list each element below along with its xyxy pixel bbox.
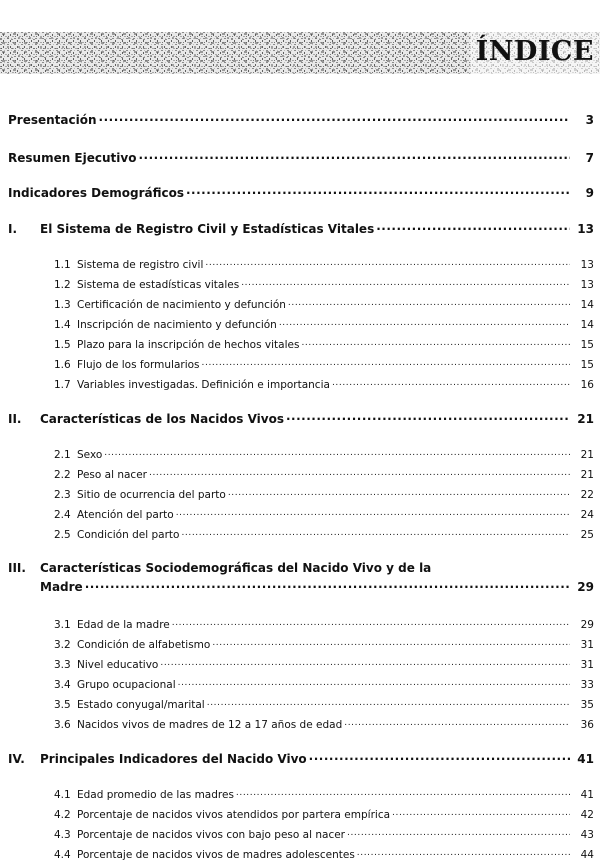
toc-page-number: 3 <box>585 113 594 127</box>
toc-entry-title: Plazo para la inscripción de hechos vitales <box>77 338 300 351</box>
toc-entry-title: Flujo de los formularios <box>77 358 200 371</box>
toc-entry-title: Edad promedio de las madres <box>77 788 234 801</box>
toc-chapter-entry <box>0 185 600 200</box>
toc-entry-title: Nacidos vivos de madres de 12 a 17 años de edad <box>77 718 343 731</box>
dot-leader <box>392 807 570 818</box>
dot-leader <box>347 827 570 838</box>
toc-entry-title: Certificación de nacimiento y defunción <box>77 298 286 311</box>
toc-entry-number: III. <box>8 561 26 575</box>
toc-entry-title: Sistema de estadísticas vitales <box>77 278 240 291</box>
dot-leader <box>207 697 570 708</box>
toc-page-number: 13 <box>580 258 594 271</box>
toc-entry-number: 4.2 <box>54 808 71 821</box>
toc-page-number: 16 <box>580 378 594 391</box>
toc-entry-title: Porcentaje de nacidos vivos con bajo peso al nacer <box>77 828 345 841</box>
toc-section-entry <box>0 447 600 461</box>
toc-entry-title: Estado conyugal/marital <box>77 698 205 711</box>
toc-page-number: 22 <box>580 488 594 501</box>
toc-entry-number: 1.4 <box>54 318 71 331</box>
toc-page-number: 44 <box>580 848 594 861</box>
toc-page-number: 29 <box>580 618 594 631</box>
toc-page-number: 41 <box>577 752 594 766</box>
toc-entry-number: I. <box>8 222 18 236</box>
toc-chapter-entry <box>0 411 600 426</box>
toc-entry-number: 2.1 <box>54 448 71 461</box>
toc-section-entry <box>0 697 600 711</box>
toc-page-number: 21 <box>580 448 594 461</box>
toc-page-number: 15 <box>580 338 594 351</box>
toc-entry-title: Sistema de registro civil <box>77 258 204 271</box>
dot-leader <box>160 657 570 668</box>
toc-entry-title: Características Sociodemográficas del Nacido Vivo y de la <box>40 561 432 575</box>
dot-leader <box>279 317 570 328</box>
toc-entry-title: Inscripción de nacimiento y defunción <box>77 318 277 331</box>
toc-entry-number: 3.1 <box>54 618 71 631</box>
dot-leader <box>286 411 570 423</box>
toc-page-number: 21 <box>577 412 594 426</box>
toc-section-entry <box>0 377 600 391</box>
toc-section-entry <box>0 487 600 501</box>
toc-entry-number: 4.1 <box>54 788 71 801</box>
toc-entry-number: IV. <box>8 752 25 766</box>
dot-leader <box>99 112 570 124</box>
toc-entry-number: 1.7 <box>54 378 71 391</box>
toc-page-number: 7 <box>585 151 594 165</box>
dot-leader <box>104 447 570 458</box>
toc-entry-number: 1.2 <box>54 278 71 291</box>
toc-entry-title: Porcentaje de nacidos vivos de madres adolescentes <box>77 848 355 861</box>
toc-entry-title: Nivel educativo <box>77 658 159 671</box>
dot-leader <box>301 337 570 348</box>
dot-leader <box>236 787 570 798</box>
toc-section-entry <box>0 827 600 841</box>
dot-leader <box>186 185 570 197</box>
toc-entry-number: 2.3 <box>54 488 71 501</box>
toc-section-entry <box>0 317 600 331</box>
toc-page-number: 31 <box>580 638 594 651</box>
toc-entry-number: II. <box>8 412 22 426</box>
toc-entry-title-continuation: Madre <box>40 580 83 594</box>
toc-entry-number: 3.3 <box>54 658 71 671</box>
toc-page-number: 13 <box>577 222 594 236</box>
toc-section-entry <box>0 807 600 821</box>
toc-section-entry <box>0 257 600 271</box>
toc-section-entry <box>0 277 600 291</box>
toc-page-number: 15 <box>580 358 594 371</box>
header-banner <box>0 32 600 74</box>
toc-page-number: 42 <box>580 808 594 821</box>
toc-section-entry <box>0 847 600 861</box>
dot-leader <box>149 467 570 478</box>
toc-page-number: 33 <box>580 678 594 691</box>
toc-entry-number: 1.1 <box>54 258 71 271</box>
toc-page-number: 13 <box>580 278 594 291</box>
toc-entry-title: Grupo ocupacional <box>77 678 176 691</box>
dot-leader <box>376 221 570 233</box>
toc-chapter-entry <box>0 579 600 594</box>
toc-page-number: 31 <box>580 658 594 671</box>
toc-chapter-entry <box>0 751 600 766</box>
toc-entry-title: Atención del parto <box>77 508 174 521</box>
toc-chapter-entry <box>0 150 600 165</box>
toc-section-entry <box>0 297 600 311</box>
dot-leader <box>332 377 570 388</box>
dot-leader <box>212 637 570 648</box>
toc-entry-title: El Sistema de Registro Civil y Estadísticas Vitales <box>40 222 375 236</box>
dot-leader <box>288 297 570 308</box>
toc-entry-title: Peso al nacer <box>77 468 147 481</box>
toc-entry-number: 1.5 <box>54 338 71 351</box>
toc-page-number: 43 <box>580 828 594 841</box>
toc-page-number: 36 <box>580 718 594 731</box>
toc-entry-number: 3.6 <box>54 718 71 731</box>
dot-leader <box>202 357 570 368</box>
toc-page-number: 14 <box>580 318 594 331</box>
toc-entry-title: Características de los Nacidos Vivos <box>40 412 284 426</box>
toc-entry-number: 2.5 <box>54 528 71 541</box>
toc-chapter-entry <box>0 112 600 127</box>
toc-section-entry <box>0 337 600 351</box>
toc-page-number: 29 <box>577 580 594 594</box>
index-title: ÍNDICE <box>475 36 594 67</box>
toc-section-entry <box>0 357 600 371</box>
toc-section-entry <box>0 467 600 481</box>
toc-entry-number: 4.3 <box>54 828 71 841</box>
toc-entry-title: Indicadores Demográficos <box>8 186 184 200</box>
toc-entry-title: Edad de la madre <box>77 618 170 631</box>
toc-page-number: 24 <box>580 508 594 521</box>
toc-section-entry <box>0 637 600 651</box>
dot-leader <box>228 487 570 498</box>
toc-entry-title: Presentación <box>8 113 97 127</box>
dot-leader <box>241 277 570 288</box>
toc-entry-number: 2.2 <box>54 468 71 481</box>
toc-page-number: 14 <box>580 298 594 311</box>
toc-page-number: 9 <box>585 186 594 200</box>
toc-entry-title: Sitio de ocurrencia del parto <box>77 488 226 501</box>
toc-section-entry <box>0 677 600 691</box>
toc-entry-number: 2.4 <box>54 508 71 521</box>
toc-entry-title: Resumen Ejecutivo <box>8 151 137 165</box>
toc-entry-title: Condición del parto <box>77 528 180 541</box>
toc-page-number: 25 <box>580 528 594 541</box>
toc-entry-title: Condición de alfabetismo <box>77 638 211 651</box>
toc-chapter-entry <box>0 221 600 236</box>
toc-section-entry <box>0 527 600 541</box>
toc-page-number: 41 <box>580 788 594 801</box>
toc-section-entry <box>0 657 600 671</box>
toc-entry-number: 1.3 <box>54 298 71 311</box>
toc-section-entry <box>0 617 600 631</box>
dot-leader <box>172 617 570 628</box>
toc-section-entry <box>0 787 600 801</box>
toc-entry-title: Principales Indicadores del Nacido Vivo <box>40 752 307 766</box>
toc-page-number: 35 <box>580 698 594 711</box>
toc-page-number: 21 <box>580 468 594 481</box>
toc-entry-number: 1.6 <box>54 358 71 371</box>
toc-entry-title: Sexo <box>77 448 103 461</box>
dot-leader <box>85 579 570 591</box>
toc-entry-number: 3.2 <box>54 638 71 651</box>
toc-chapter-entry <box>0 561 600 575</box>
dot-leader <box>344 717 570 728</box>
dot-leader <box>176 507 570 518</box>
toc-section-entry <box>0 717 600 731</box>
dot-leader <box>178 677 570 688</box>
toc-entry-number: 3.4 <box>54 678 71 691</box>
toc-section-entry <box>0 507 600 521</box>
toc-entry-number: 4.4 <box>54 848 71 861</box>
dot-leader <box>138 150 570 162</box>
toc-entry-title: Porcentaje de nacidos vivos atendidos por partera empírica <box>77 808 391 821</box>
toc-entry-number: 3.5 <box>54 698 71 711</box>
toc-entry-title: Variables investigadas. Definición e importancia <box>77 378 330 391</box>
dot-leader <box>309 751 570 763</box>
dot-leader <box>205 257 570 268</box>
dot-leader <box>181 527 570 538</box>
